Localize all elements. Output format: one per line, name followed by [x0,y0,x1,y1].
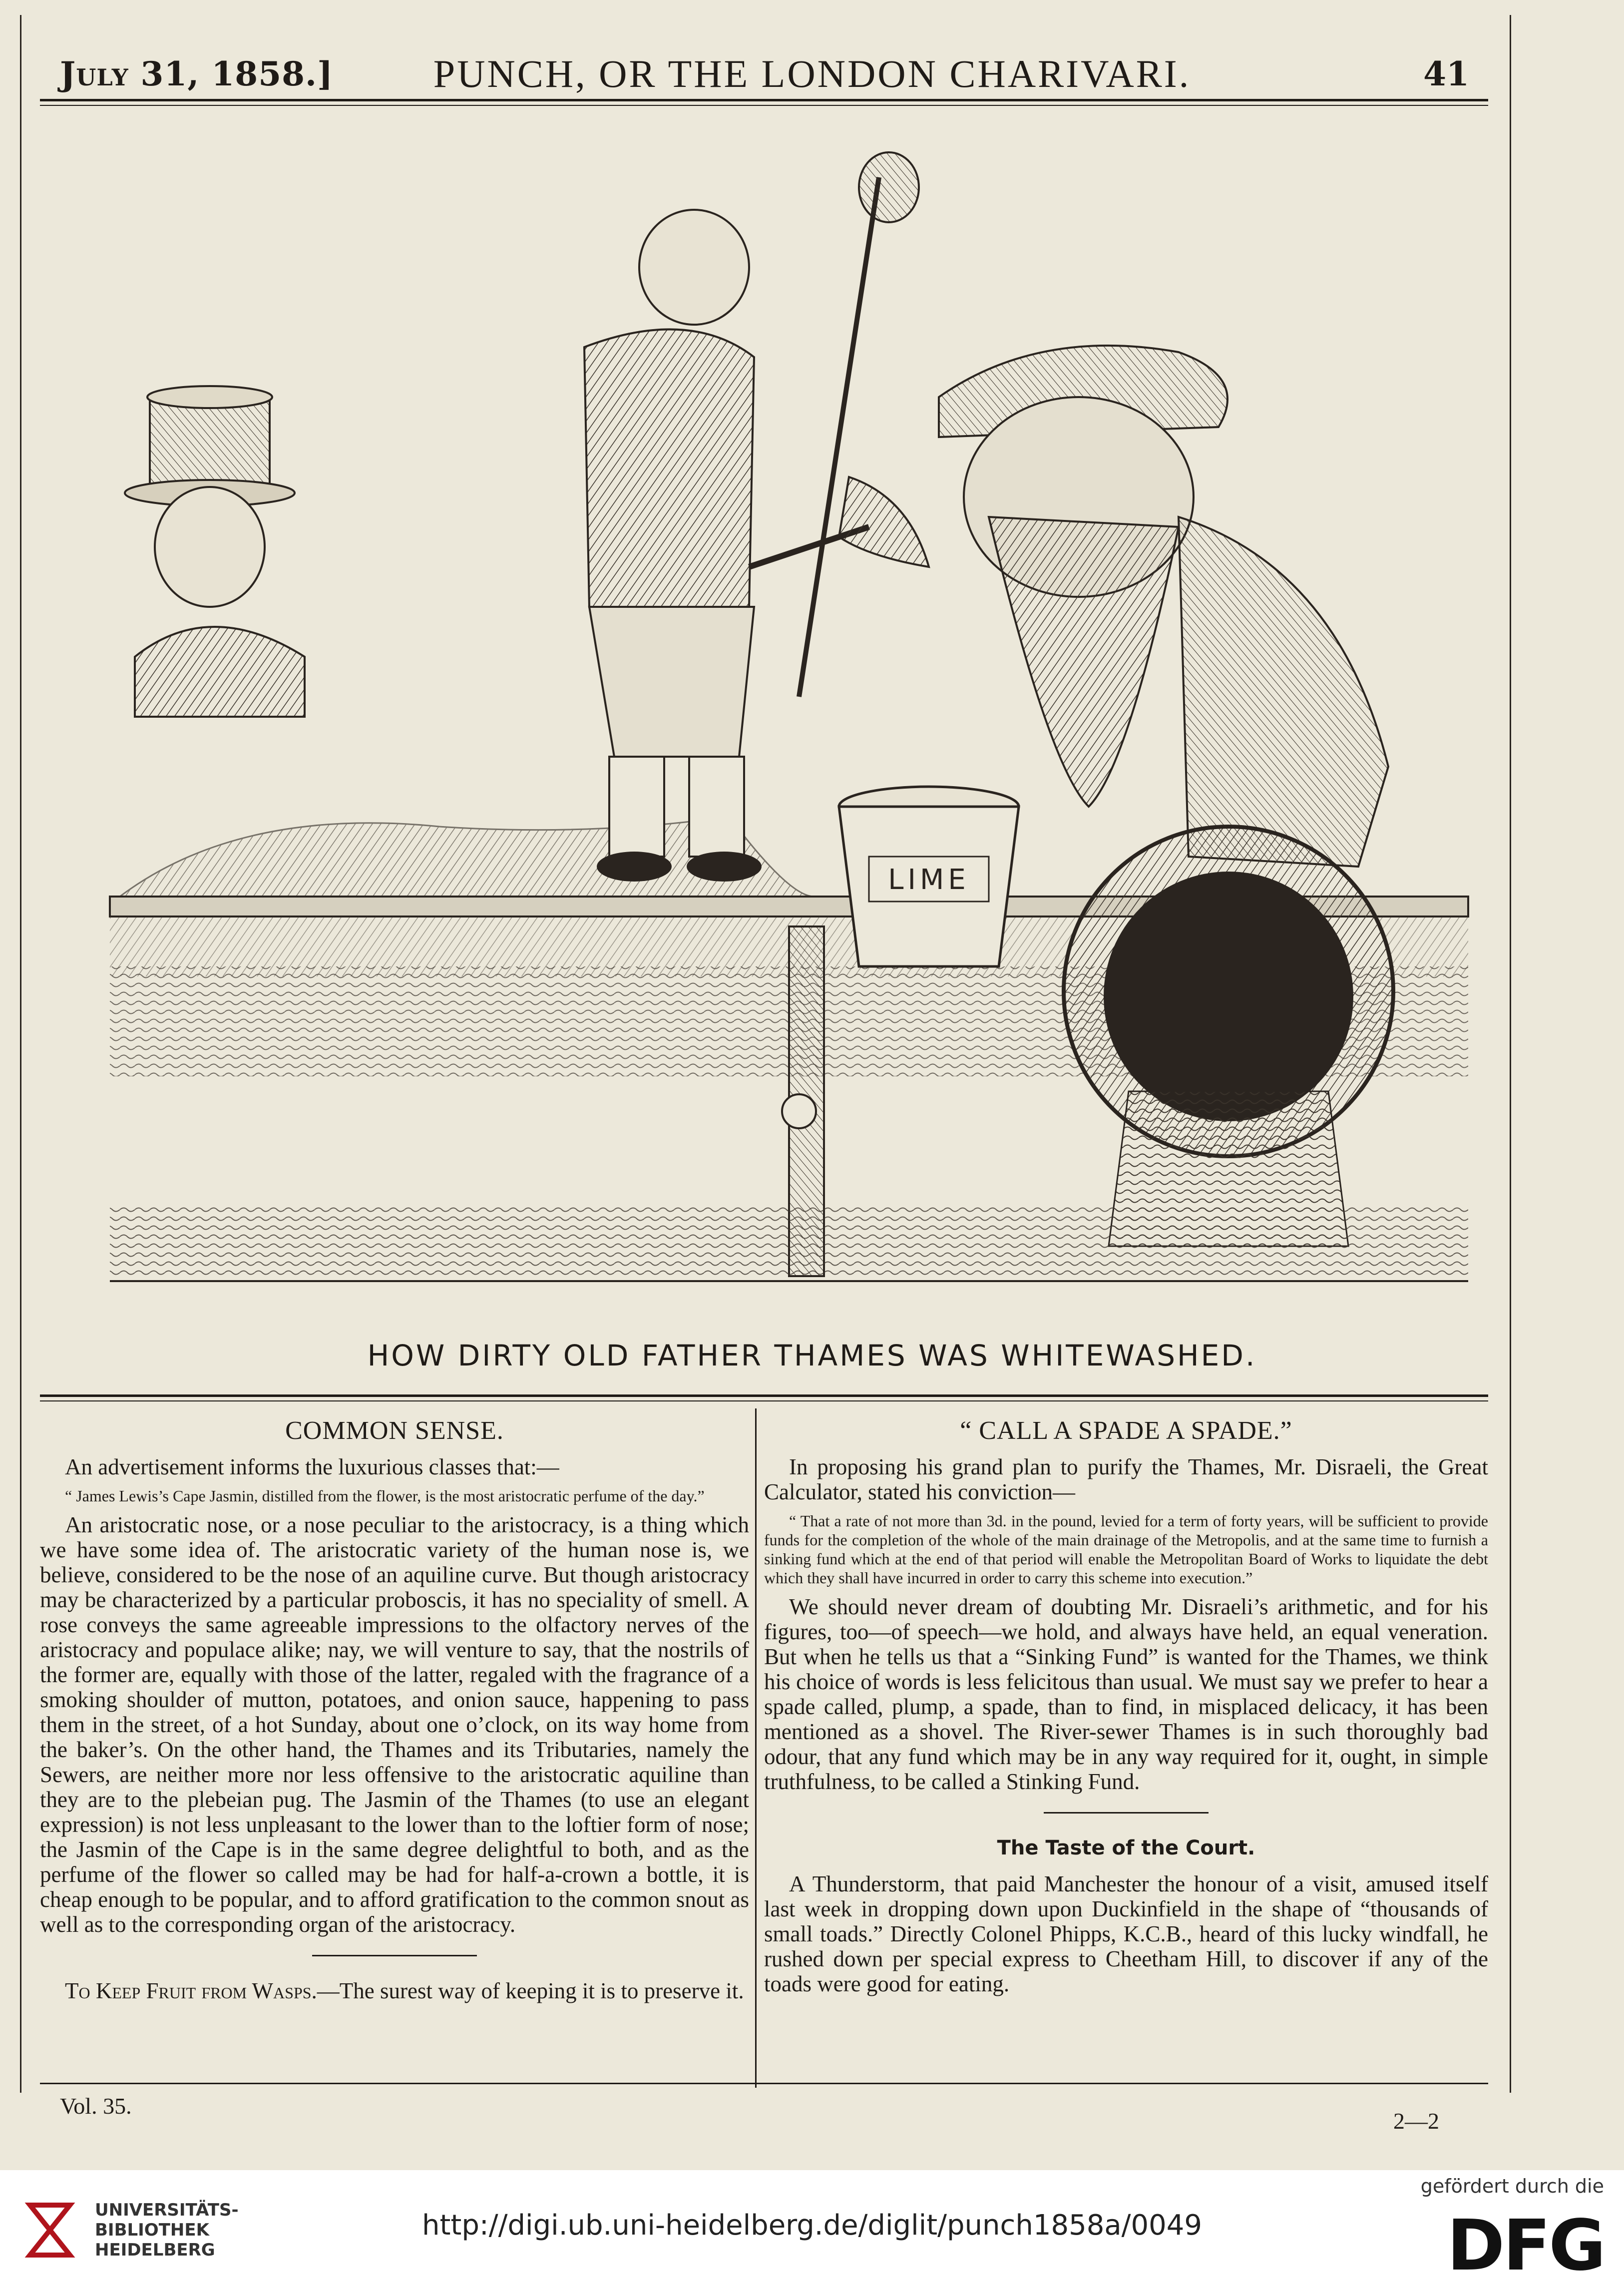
article-body: An aristocratic nose, or a nose peculiar to the aristocracy, is a thing which we have some idea of. The aristocratic variety of the human nose is, we believe, considered to be the nose of an aquiline curve. But though aristocracy may be characterized by a particular proboscis, it has no speciality of smell. A rose conveys the same agreeable impressions to the olfactory nerves of the aristocracy and populace alike; nay, we will venture to say, that the nostrils of the former are, equally with those of the latter, regaled with the fragrance of a smoking shoulder of mutton, potatoes, and onion sauce, happening to pass them in the street, of a hot Sunday, about one o’clock, on its way home from the baker’s. On the other hand, the Thames and its Tributaries, namely the Sewers, are neither more nor less offensive to the aristocratic aquiline than they are to the plebeian pug. The Jasmin of the Thames (to use an elegant expression) is not less unpleasant to the lower than to the loftier form of nose; the Jasmin of the Cape is in the same degree delightful to both, and as the perfume of the flower so called may be had for half-a-crown a bottle, it is cheap enough to be popular, and to afford gratification to the common snout as well as to the corresponding organ of the aristocracy. [40,1512,749,1937]
header-rule [40,99,1488,101]
article-intro: An advertisement informs the luxurious classes that:— [65,1454,559,1479]
article-quote: “ That a rate of not more than 3d. in the pound, levied for a term of forty years, will be sufficient to provide funds for the completion of the whole of the main drainage of the Metropolis, and at the same time to furnish a sinking fund which at the end of that period will enable the Metropolitan Board of Works to liquidate the debt which they shall have incurred in order to carry this scheme into execution.” [764,1512,1488,1587]
issue-date: July 31, 1858.] [60,54,334,93]
signature-mark: 2—2 [1393,2108,1439,2134]
library-line-2: BIBLIOTHEK [95,2220,209,2240]
page-number: 41 [1423,54,1469,93]
article-intro: In proposing his grand plan to purify the Thames, Mr. Disraeli, the Great Calculator, stated his conviction— [764,1454,1488,1504]
bucket-label: LIME [888,864,970,896]
article-heading-spade: “ CALL A SPADE A SPADE.” [960,1416,1292,1445]
funding-text: gefördert durch die [1420,2175,1604,2197]
fruit-paragraph [40,1978,749,2003]
section-divider [1044,1812,1209,1814]
digitization-bar [0,2170,1624,2290]
section-divider [312,1955,477,1956]
caption-rule-thin [40,1400,1488,1401]
column-divider [755,1408,757,2088]
top-hat-figure [125,386,305,717]
sewer-pipe [1064,827,1393,1246]
footer-rule [40,2083,1488,2084]
fruit-title: To Keep Fruit from Wasps. [65,1978,317,2003]
article-body: We should never dream of doubting Mr. Disraeli’s arithmetic, and for his figures, too—of speech—we hold, and always have held, an equal veneration. But when he tells us that a “Sinking Fund” is wanted for the Thames, we think his choice of words is less felicitous than usual. We must say we prefer to hear a spade called, plump, a spade, than to find, in misplaced delicacy, it has been mentioned as a shovel. The River-sewer Thames is in such thoroughly bad odour, that any fund which may be in any way required for it, ought, in simple truthfulness, to be called a Stinking Fund. [764,1594,1488,1794]
fruit-text: —The surest way of keeping it is to preserve it. [317,1978,744,2003]
right-column [764,1418,1488,2003]
source-url-link[interactable]: http://digi.ub.uni-heidelberg.de/diglit/punch1858a/0049 [421,2209,1203,2242]
left-column [40,1418,749,2010]
header-rule-thin [40,105,1488,106]
library-line-3: HEIDELBERG [95,2240,215,2260]
library-line-1: UNIVERSITÄTS- [95,2200,239,2220]
article-heading-common-sense: COMMON SENSE. [285,1416,504,1445]
illustration-caption: HOW DIRTY OLD FATHER THAMES WAS WHITEWASHED. [367,1339,1257,1373]
lime-bucket [839,787,1019,966]
article-subheading: The Taste of the Court. [997,1836,1255,1859]
man-with-broom-figure [584,152,929,882]
article-quote: “ James Lewis’s Cape Jasmin, distilled from the flower, is the most aristocratic perfume of the day.” [65,1487,705,1505]
volume-number: Vol. 35. [60,2093,132,2119]
caption-rule [40,1394,1488,1397]
cartoon-illustration [90,117,1508,1291]
dfg-logo[interactable]: DFG [1447,2205,1604,2287]
father-thames-figure [939,346,1388,867]
court-paragraph: A Thunderstorm, that paid Manchester the honour of a visit, amused itself last week in dropping down upon Duckinfield in the shape of “thousands of small toads.” Directly Colonel Phipps, K.C.B., heard of this lucky windfall, he rushed down per special express to Cheetham Hill, to discover if any of the toads were good for eating. [764,1871,1488,1996]
publication-title: PUNCH, OR THE LONDON CHARIVARI. [433,52,1191,95]
